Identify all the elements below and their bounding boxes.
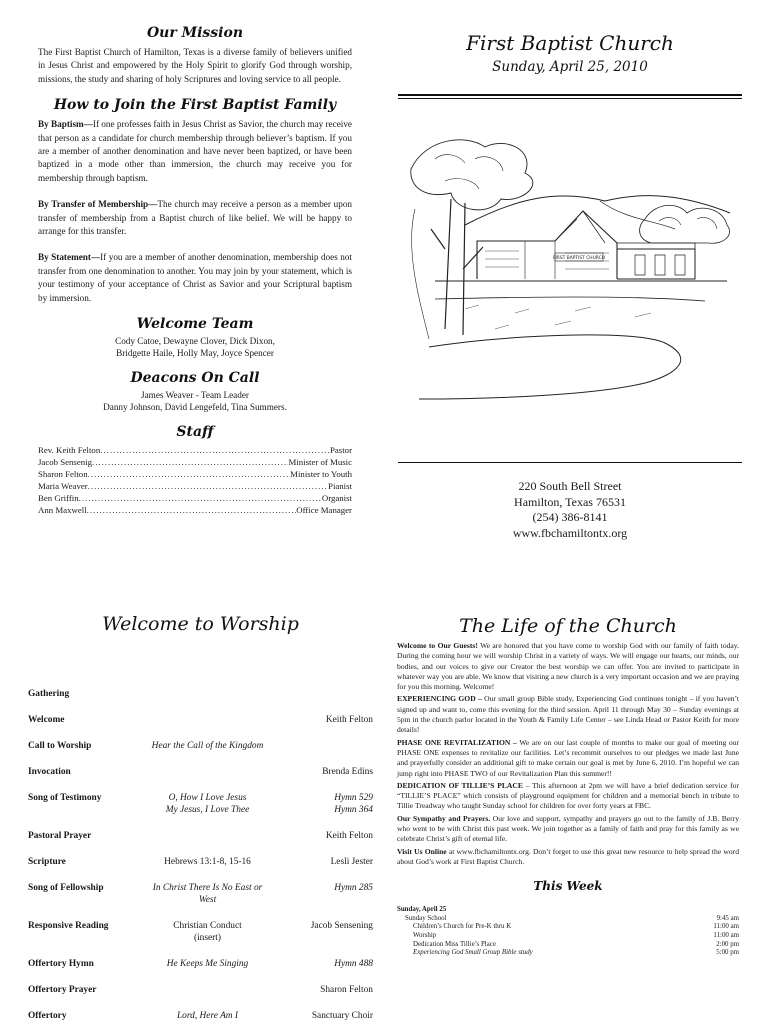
order-item-hymn: Hymn 285 <box>334 883 373 893</box>
staff-name: Jacob Sensenig <box>38 457 92 467</box>
staff-row <box>38 493 352 505</box>
order-item-hymn: Hymn 364 <box>334 805 373 815</box>
schedule-row <box>397 923 739 932</box>
announcement-text: Our small group Bible study, Experiencing God continues tonight – if you haven’t signed up and want to, come this evening for the third session. April 11 through May 30 – Sunday evenings at 5pm in the church parlor located in the Youth & Family Life Center – see Linda Head or Pastor Keith for more details! <box>397 694 740 735</box>
announcement-text: We are honored that you have come to worship God with our family of faith today. During the coming hour we will worship Christ in a variety of ways. We will engage our hearts, our minds, our bodies, and our voices to give our Creator the best worship we can offer. You are invited to participate in whatever way you are able. We know that visiting a new church is a very important occasion and we are praying for you this morning. Welcome! <box>397 641 739 692</box>
staff-row <box>38 505 352 517</box>
worship-panel <box>28 612 373 1022</box>
order-item-label: Offertory Prayer <box>28 985 97 995</box>
order-item-label: Invocation <box>28 767 71 777</box>
announcement-item <box>397 814 739 845</box>
this-week-schedule <box>397 906 739 958</box>
address-street: 220 South Bell Street <box>518 479 622 493</box>
announcement-text: – This afternoon at 2pm we will have a brief dedication service for “TILLIE’S PLACE” which consists of playground equipment for children and a memorial bench in tribute to Tillie Treadway who taught Sunday school for children for over forty years at FBC. <box>397 780 739 811</box>
order-item-leader: Jacob Sensening <box>310 921 373 931</box>
church-name: First Baptist Church <box>466 31 674 55</box>
order-item <box>28 688 373 700</box>
staff-row <box>38 481 352 493</box>
announcement-list <box>397 641 739 867</box>
order-item <box>28 920 373 944</box>
join-baptism-text: If one professes faith in Jesus Christ as Savior, the church may receive that person as a candidate for church membership through believer’s baptism. If you are a member of another denomination and have never been baptized, or have been baptized in a mode other than immersion, the church may receive you for membership through baptism. <box>38 119 352 183</box>
order-item-title: Christian Conduct <box>173 921 242 931</box>
order-item-label: Responsive Reading <box>28 921 109 931</box>
staff-role: Office Manager <box>296 504 352 515</box>
church-address-block <box>398 479 742 541</box>
cover-divider-top <box>398 94 742 99</box>
join-transfer-text: The church may receive a person as a member upon transfer of membership from a Baptist church of like belief. We will be happy to arrange for this transfer. <box>38 199 353 237</box>
order-item <box>28 830 373 842</box>
order-item <box>28 740 373 752</box>
church-sketch-illustration <box>405 129 735 404</box>
staff-name: Sharon Felton <box>38 468 88 479</box>
service-date: Sunday, April 25, 2010 <box>492 59 648 75</box>
order-item-leader: Brenda Edins <box>322 767 373 777</box>
address-city: Hamilton, Texas 76531 <box>514 494 626 509</box>
staff-name: Maria Weaver <box>38 480 88 491</box>
join-baptism-lead: By Baptism— <box>38 119 93 130</box>
order-item-label: Pastoral Prayer <box>28 831 92 841</box>
order-item <box>28 792 373 816</box>
join-statement-text: If you are a member of another denomination, membership does not transfer from one denomination to another. You may join by your statement, which is your testimony of your acceptance of Christ as Savior and your Scriptural baptism by immersion. <box>38 252 352 303</box>
schedule-event: Experiencing God Small Group Bible study <box>413 949 533 957</box>
order-item-hymn: Hymn 488 <box>334 959 373 969</box>
announcement-item <box>397 641 739 692</box>
schedule-time: 11:00 am <box>713 923 739 931</box>
announcement-item <box>397 781 739 812</box>
order-item <box>28 856 373 868</box>
order-item-title: My Jesus, I Love Thee <box>165 805 250 815</box>
schedule-event: Dedication Miss Tillie’s Place <box>413 940 496 948</box>
this-week-heading: This Week <box>533 879 603 894</box>
announcements-panel <box>397 614 739 958</box>
schedule-row <box>397 941 739 950</box>
staff-row <box>38 457 352 469</box>
order-item-label: Gathering <box>28 689 70 699</box>
order-item-title: O, How I Love Jesus <box>168 793 247 803</box>
order-item-title: Hebrews 13:1-8, 15-16 <box>164 857 251 867</box>
announcement-item <box>397 847 739 868</box>
order-item <box>28 958 373 970</box>
staff-heading: Staff <box>176 424 214 441</box>
order-item <box>28 766 373 778</box>
join-transfer <box>38 198 352 238</box>
order-item-label: Call to Worship <box>28 741 92 751</box>
announcement-text: We are on our last couple of months to make our goal of meeting our PHASE ONE expenses to revitalize our facilities. Let’s recommit ourselves to our pledges we made last June and prayerfully consider an additional gift to make certain our goal is met by June 6, 2010. I’m hopeful we can jump right into PHASE TWO of our Revitalization Plan this summer!! <box>397 737 740 778</box>
order-item <box>28 882 373 906</box>
announcement-item <box>397 694 739 735</box>
deacons-line-2: Danny Johnson, David Lengefeld, Tina Summers. <box>103 402 287 413</box>
announcement-lead: DEDICATION OF TILLIE’S PLACE <box>397 780 523 790</box>
order-item-label: Offertory <box>28 1011 67 1021</box>
schedule-row <box>397 932 739 941</box>
mission-heading: Our Mission <box>146 25 244 41</box>
staff-name: Ann Maxwell <box>38 504 87 515</box>
schedule-event: Children’s Church for Pre-K thru K <box>413 923 512 931</box>
schedule-event: Sunday School <box>405 914 447 922</box>
order-item <box>28 714 373 726</box>
announcement-item <box>397 738 739 779</box>
staff-role: Organist <box>321 492 352 503</box>
order-item <box>28 1010 373 1022</box>
order-item-note: (insert) <box>193 933 222 943</box>
order-item-label: Welcome <box>28 715 65 725</box>
staff-name: Ben Griffin <box>38 492 79 503</box>
join-statement-lead: By Statement— <box>38 252 101 263</box>
schedule-time: 9:45 am <box>716 914 739 922</box>
staff-role: Minister of Music <box>288 457 352 467</box>
announcement-lead: PHASE ONE REVITALIZATION – <box>397 737 517 747</box>
schedule-row <box>397 915 739 924</box>
order-item-leader: Sanctuary Choir <box>311 1011 373 1021</box>
deacons-heading: Deacons On Call <box>130 370 260 387</box>
join-transfer-lead: By Transfer of Membership— <box>38 199 158 210</box>
order-item-label: Song of Testimony <box>28 793 102 803</box>
staff-row <box>38 469 352 481</box>
staff-role: Pianist <box>328 480 352 491</box>
deacons-line-1: James Weaver - Team Leader <box>141 390 249 401</box>
welcome-team-line-2: Bridgette Haile, Holly May, Joyce Spencer <box>116 348 274 359</box>
join-statement <box>38 251 352 305</box>
info-panel <box>38 24 352 517</box>
staff-list <box>38 445 352 516</box>
schedule-time: 2:00 pm <box>716 940 739 948</box>
join-heading: How to Join the First Baptist Family <box>53 97 337 114</box>
worship-heading: Welcome to Worship <box>102 613 299 635</box>
schedule-time: 5:00 pm <box>716 949 739 957</box>
phone-number: (254) 386-8141 <box>532 510 608 524</box>
announcement-text: at www.fbchamiltontx.org. Don’t forget to use this great new resource to help spread the word about God’s work at First Baptist Church. <box>397 846 739 866</box>
welcome-team-line-1: Cody Catoe, Dewayne Clover, Dick Dixon, <box>115 336 275 347</box>
schedule-time: 11:00 am <box>713 932 739 940</box>
staff-role: Pastor <box>330 445 352 456</box>
life-heading: The Life of the Church <box>459 615 677 637</box>
mission-text: The First Baptist Church of Hamilton, Texas is a diverse family of believers unified in Jesus Christ and empowered by the Holy Spirit to glorify God through worship, missions, the study and sharing of holy Scriptures and loving service to all people. <box>38 47 352 84</box>
order-item <box>28 984 373 996</box>
cover-divider-bottom <box>398 462 742 463</box>
schedule-event: Worship <box>413 932 437 940</box>
welcome-team-heading: Welcome Team <box>136 316 254 333</box>
sketch-sign-text: FIRST BAPTIST CHURCH <box>552 256 606 261</box>
order-item-leader: Keith Felton <box>325 831 373 841</box>
order-item-title: Hear the Call of the Kingdom <box>151 741 264 751</box>
schedule-row <box>397 949 739 958</box>
website-link[interactable]: www.fbchamiltontx.org <box>512 525 628 540</box>
announcement-lead: Our Sympathy and Prayers. <box>397 813 491 823</box>
staff-role: Minister to Youth <box>290 468 352 479</box>
order-item-label: Offertory Hymn <box>28 959 94 969</box>
order-item-label: Scripture <box>28 857 66 867</box>
announcement-lead: Welcome to Our Guests! <box>397 641 478 650</box>
staff-name: Rev. Keith Felton <box>38 445 101 456</box>
order-item-leader: Keith Felton <box>325 715 373 725</box>
schedule-day: Sunday, April 25 <box>397 906 447 914</box>
order-item-title: Lord, Here Am I <box>176 1011 239 1021</box>
announcement-text: Our love and support, sympathy and prayers go out to the family of J.B. Berry who went to be with Christ this past week. We join together as a family of faith and pray for this family as we celebrate Christ’s gift of eternal life. <box>397 813 739 844</box>
order-item-leader: Lesli Jester <box>330 857 373 867</box>
order-of-worship <box>28 688 373 1022</box>
order-item-label: Song of Fellowship <box>28 883 104 893</box>
announcement-lead: EXPERIENCING GOD – <box>397 694 482 704</box>
staff-row <box>38 445 352 457</box>
order-item-leader: Sharon Felton <box>320 985 373 995</box>
order-item-title: He Keeps Me Singing <box>166 959 249 969</box>
order-item-hymn: Hymn 529 <box>334 793 373 803</box>
announcement-lead: Visit Us Online <box>397 846 447 856</box>
cover-panel <box>398 30 742 541</box>
join-baptism <box>38 118 352 185</box>
order-item-title: In Christ There Is No East or West <box>152 883 263 905</box>
